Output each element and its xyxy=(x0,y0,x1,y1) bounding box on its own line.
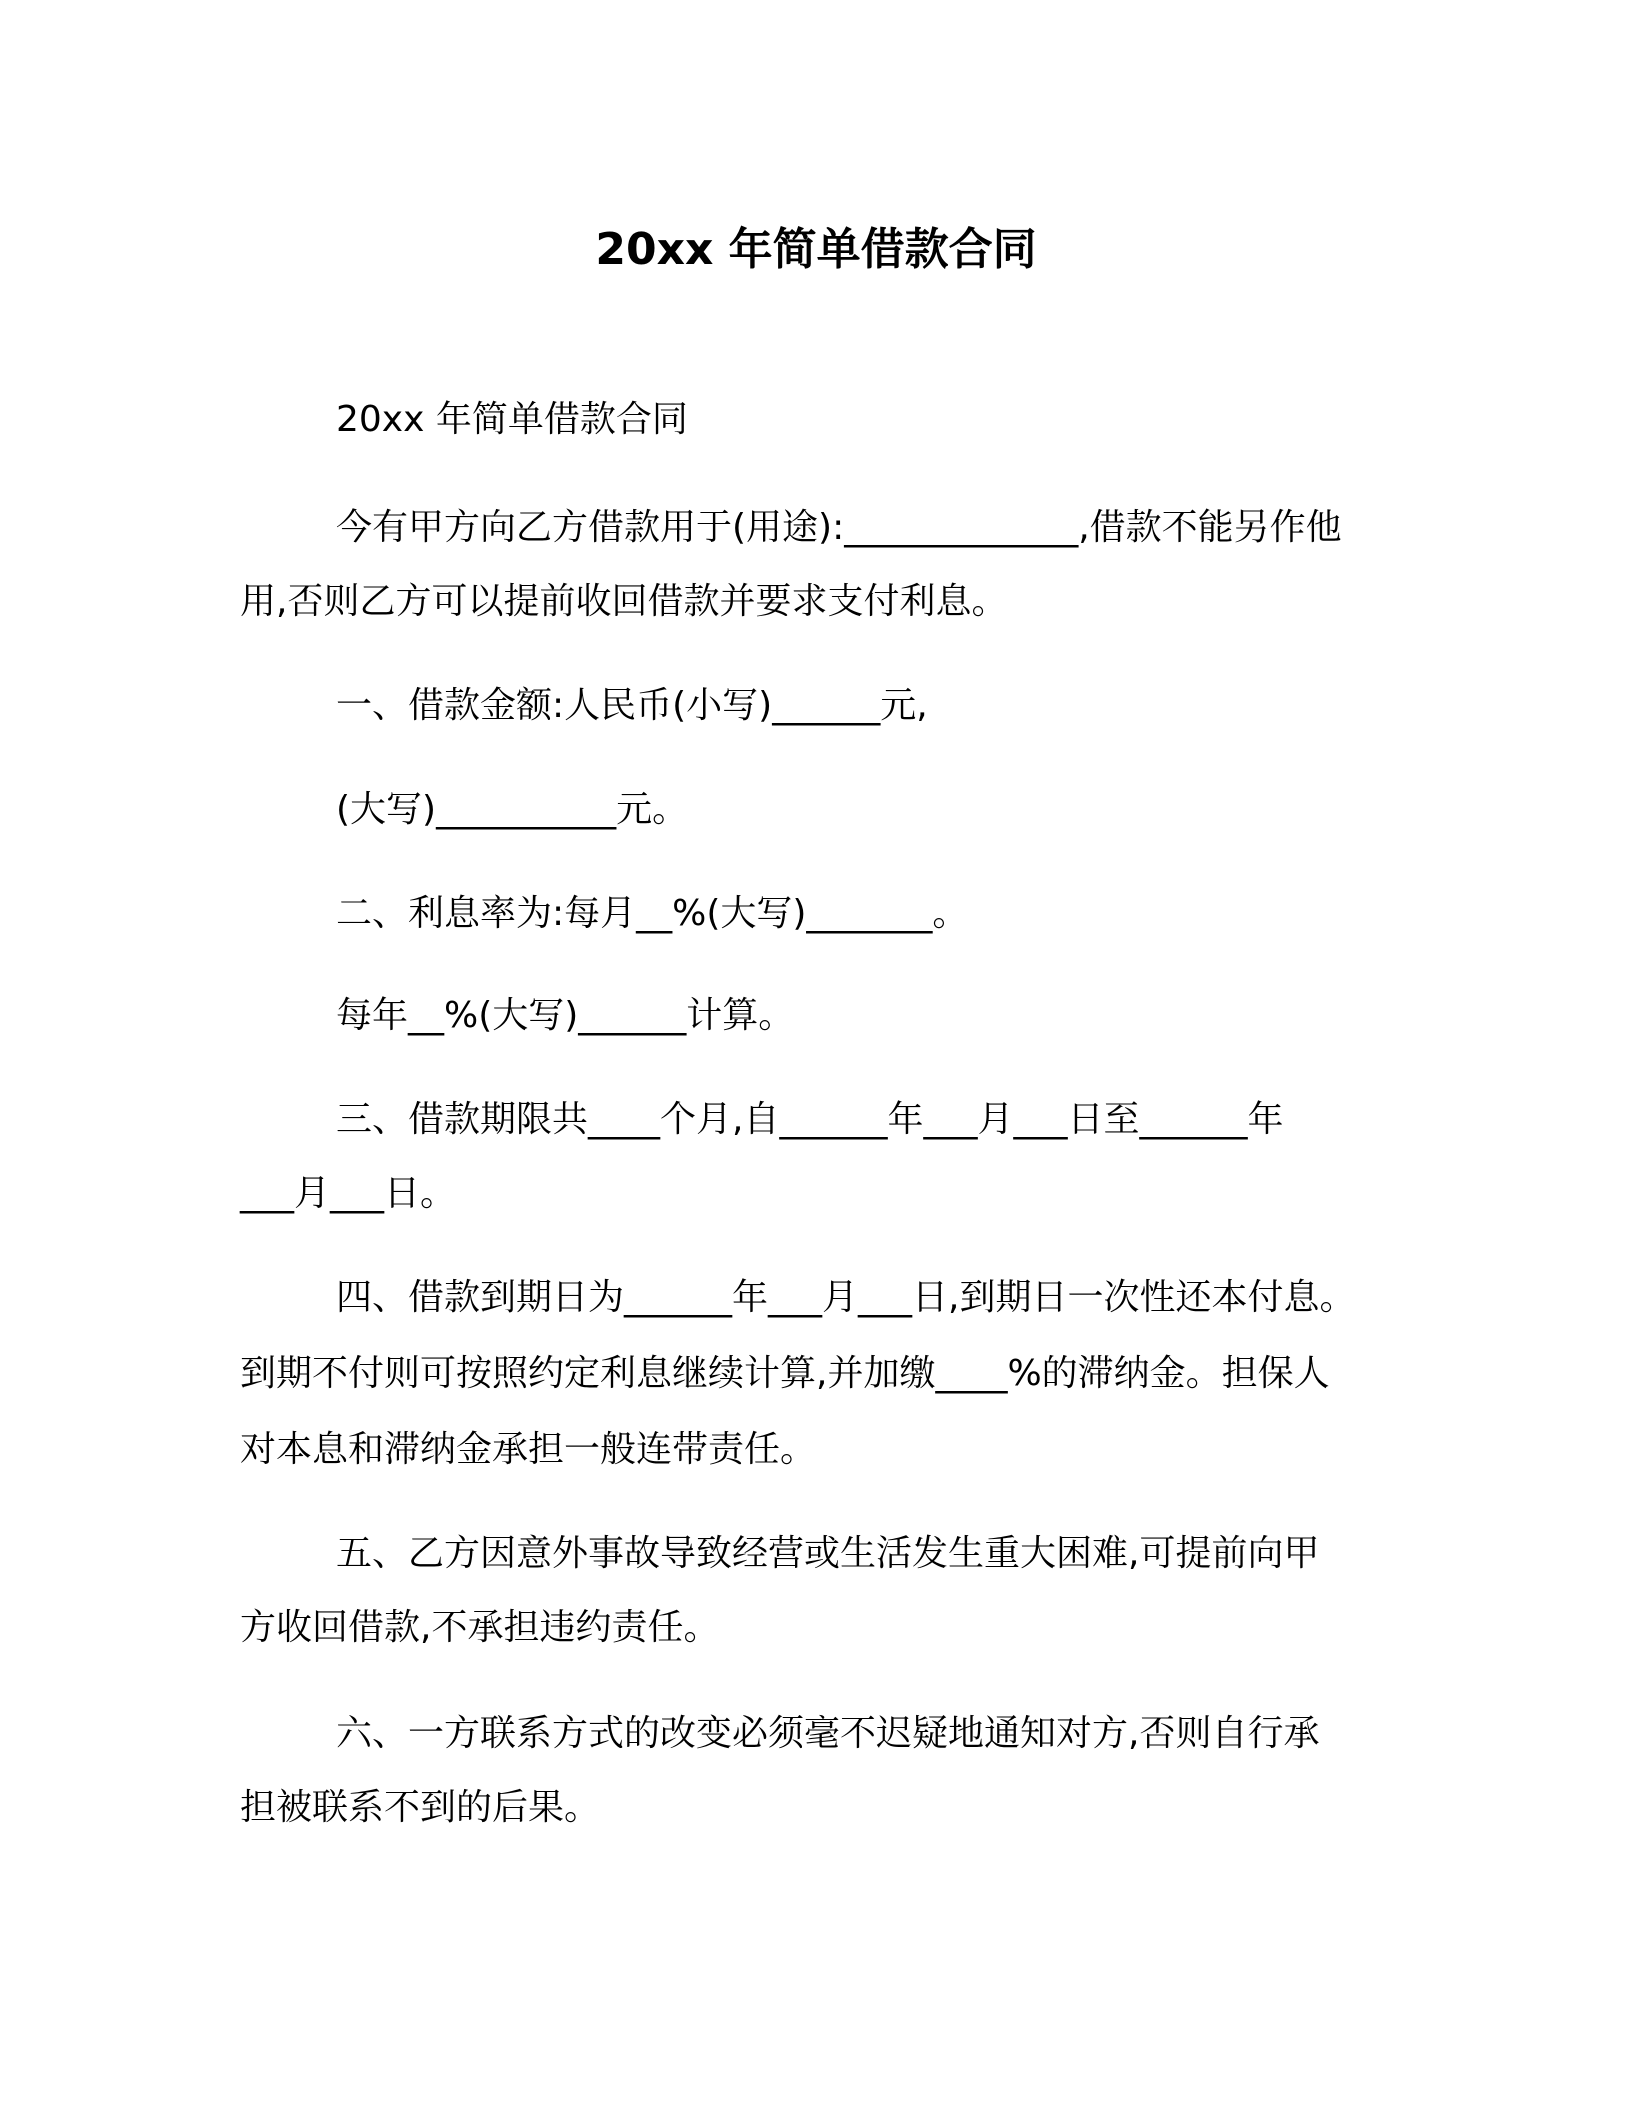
clause-6-contact-line-1: 六、一方联系方式的改变必须毫不迟疑地通知对方,否则自行承 xyxy=(336,1713,1320,1754)
document-subtitle: 20xx 年简单借款合同 xyxy=(336,399,688,440)
clause-4-due-line-1: 四、借款到期日为______年___月___日,到期日一次性还本付息。 xyxy=(336,1277,1356,1318)
clause-2-interest-line-1: 二、利息率为:每月__%(大写)_______。 xyxy=(336,893,969,934)
clause-4-due-line-3: 对本息和滞纳金承担一般连带责任。 xyxy=(240,1429,817,1470)
intro-line-1: 今有甲方向乙方借款用于(用途):_____________,借款不能另作他 xyxy=(336,507,1342,548)
document-title: 20xx 年简单借款合同 xyxy=(595,224,1037,275)
clause-4-due-line-2: 到期不付则可按照约定利息继续计算,并加缴____%的滞纳金。担保人 xyxy=(240,1353,1330,1394)
clause-3-term-line-1: 三、借款期限共____个月,自______年___月___日至______年 xyxy=(336,1099,1284,1140)
clause-5-hardship-line-2: 方收回借款,不承担违约责任。 xyxy=(240,1607,720,1648)
clause-1-amount-line-1: 一、借款金额:人民币(小写)______元, xyxy=(336,685,928,726)
clause-1-amount-line-2: (大写)__________元。 xyxy=(336,789,689,830)
clause-2-interest-line-2: 每年__%(大写)______计算。 xyxy=(336,995,795,1036)
intro-line-2: 用,否则乙方可以提前收回借款并要求支付利息。 xyxy=(240,581,1008,622)
clause-6-contact-line-2: 担被联系不到的后果。 xyxy=(240,1787,601,1828)
clause-5-hardship-line-1: 五、乙方因意外事故导致经营或生活发生重大困难,可提前向甲 xyxy=(336,1533,1320,1574)
clause-3-term-line-2: ___月___日。 xyxy=(240,1173,457,1214)
